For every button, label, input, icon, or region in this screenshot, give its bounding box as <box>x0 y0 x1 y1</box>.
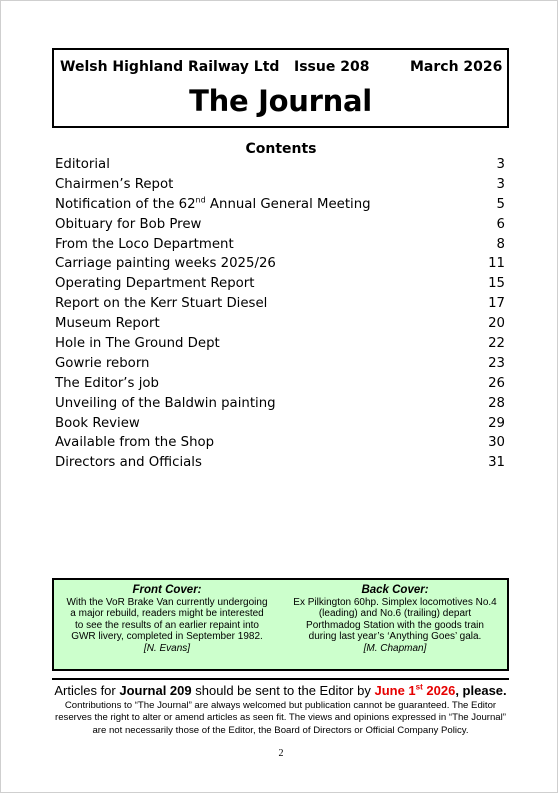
deadline-ordinal: st <box>415 682 423 692</box>
contents-item-title: Unveiling of the Baldwin painting <box>55 395 276 411</box>
journal-title: The Journal <box>189 84 372 118</box>
front-cover-caption <box>58 584 276 654</box>
contents-item-title: Directors and Officials <box>55 455 202 471</box>
contents-item-page: 20 <box>488 316 505 332</box>
contents-item-page: 11 <box>488 256 505 272</box>
caption-line: GWR livery, completed in September 1982. <box>71 631 263 643</box>
caption-line: Porthmadog Station with the goods train <box>306 619 484 631</box>
contents-item <box>55 294 505 314</box>
contents-item-page: 17 <box>488 296 505 312</box>
cover-captions-box <box>52 578 509 671</box>
contents-item <box>55 453 505 473</box>
caption-line: With the VoR Brake Van currently undergoing <box>66 597 268 608</box>
contents-item-title: Report on the Kerr Stuart Diesel <box>55 296 268 312</box>
agm-title-start: Notification of the 62 <box>55 196 196 212</box>
contents-item <box>55 195 505 215</box>
notice-prefix: Articles for <box>54 683 120 698</box>
back-cover-heading: Back Cover: <box>361 584 429 596</box>
contents-item-title: Obituary for Bob Prew <box>55 216 202 232</box>
contents-item <box>55 215 505 235</box>
contents-item-page: 3 <box>496 157 505 172</box>
contents-item <box>55 235 505 255</box>
contents-item-title: Museum Report <box>55 316 160 332</box>
contents-heading: Contents <box>245 141 317 157</box>
ordinal-suffix: nd <box>195 195 206 205</box>
contents-item-page: 28 <box>488 395 505 411</box>
next-issue: Journal 209 <box>119 683 192 698</box>
contents-item <box>55 155 505 175</box>
contents-item-title: The Editor’s job <box>55 375 159 391</box>
contents-item <box>55 394 505 414</box>
caption-line: Ex Pilkington 60hp. Simplex locomotives No.4 <box>293 597 497 608</box>
divider <box>52 678 509 680</box>
contents-item <box>55 254 505 274</box>
contents-item-title <box>55 195 371 215</box>
contents-item-title: Book Review <box>55 415 140 431</box>
contents-item-title: Operating Department Report <box>55 276 255 292</box>
notice-suffix: , please. <box>455 683 507 698</box>
contents-item <box>55 433 505 453</box>
masthead <box>52 48 509 128</box>
issue-date: March 2026 <box>410 59 503 75</box>
contents-item-page: 29 <box>488 415 505 431</box>
deadline-day: June 1 <box>374 683 416 698</box>
contents-item-title: Carriage painting weeks 2025/26 <box>55 256 276 272</box>
contents-item <box>55 314 505 334</box>
caption-line: to see the results of an earlier repaint into <box>75 619 259 631</box>
contents-item-title: From the Loco Department <box>55 236 234 252</box>
contents-item-title: Editorial <box>55 157 110 172</box>
caption-line: (leading) and No.6 (trailing) depart <box>318 608 472 620</box>
contents-item-page: 6 <box>496 216 505 232</box>
deadline-year: 2026 <box>422 683 456 698</box>
contents-item-title: Chairmen’s Repot <box>55 176 174 192</box>
page-number: 2 <box>278 748 284 759</box>
submission-notice <box>52 683 509 737</box>
back-cover-caption <box>286 584 504 654</box>
back-cover-credit: [M. Chapman] <box>363 642 427 654</box>
contents-item-page: 15 <box>488 276 505 292</box>
editorial-disclaimer: Contributions to “The Journal” are always welcomed but publication cannot be guaranteed. The Editor reserves the right to alter or amend articles as seen fit. The views and opinions expressed in “The Journal” are not necessarily those of the Editor, the Board of Directors or Official Company Policy. <box>55 700 506 736</box>
notice-middle: should be sent to the Editor by <box>191 683 375 698</box>
contents-item-title: Gowrie reborn <box>55 355 150 371</box>
contents-item-page: 5 <box>496 196 505 212</box>
contents-item <box>55 334 505 354</box>
front-cover-credit: [N. Evans] <box>143 642 191 654</box>
contents-item-page: 30 <box>488 435 505 451</box>
agm-title-end: Annual General Meeting <box>205 196 371 212</box>
contents-item-title: Hole in The Ground Dept <box>55 336 220 352</box>
contents-item-page: 8 <box>496 236 505 252</box>
caption-line: a major rebuild, readers might be interested <box>70 608 264 620</box>
contents-item-page: 23 <box>488 355 505 371</box>
issue-number: Issue 208 <box>294 59 370 75</box>
caption-line: during last year’s ‘Anything Goes’ gala. <box>308 631 482 643</box>
contents-item <box>55 354 505 374</box>
contents-item-page: 22 <box>488 336 505 352</box>
contents-item <box>55 175 505 195</box>
contents-item-page: 31 <box>488 455 505 471</box>
contents-item <box>55 374 505 394</box>
organisation-name: Welsh Highland Railway Ltd <box>60 59 280 75</box>
contents-item-page: 26 <box>488 375 505 391</box>
contents-item <box>55 274 505 294</box>
deadline-date <box>374 683 455 698</box>
submission-deadline-line <box>52 683 509 699</box>
contents-list <box>55 155 505 473</box>
contents-item-title: Available from the Shop <box>55 435 215 451</box>
contents-item-page: 3 <box>496 176 505 192</box>
front-cover-heading: Front Cover: <box>132 584 202 596</box>
contents-item <box>55 414 505 434</box>
